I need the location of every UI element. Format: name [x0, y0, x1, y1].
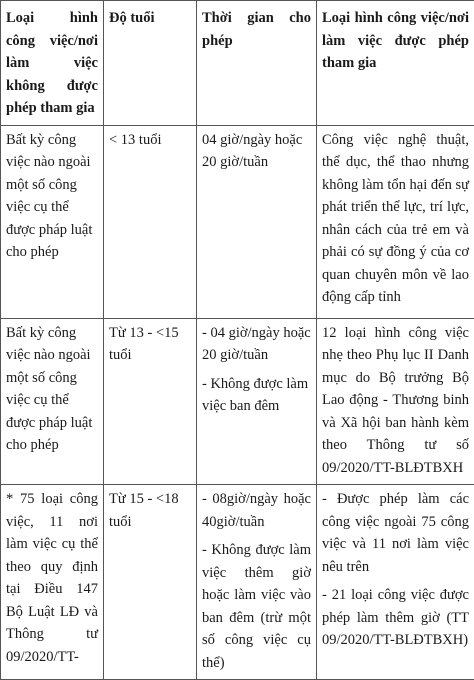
- table-row: [1, 485, 474, 680]
- time-item: - 08giờ/ngày hoặc 40giờ/tuần: [202, 488, 311, 533]
- cell-allowed: [317, 318, 474, 485]
- time-item: - Không được làm việc thêm giờ hoặc làm việc vào ban đêm (trừ một số công việc cụ thể): [202, 539, 311, 674]
- table-row: [1, 125, 474, 318]
- time-item: 04 giờ/ngày hoặc 20 giờ/tuần: [202, 129, 311, 174]
- allowed-item: - 21 loại công việc được phép làm thêm giờ (TT 09/2020/TT-BLĐTBXH): [322, 584, 469, 652]
- cell-time: [197, 485, 317, 680]
- time-item: - Không được làm việc ban đêm: [202, 373, 311, 418]
- cell-allowed: [317, 485, 474, 680]
- allowed-item: 12 loại hình công việc nhẹ theo Phụ lục II Danh mục do Bộ trưởng Bộ Lao động - Thương binh và Xã hội ban hành kèm theo Thông tư số 09/2020/TT-BLĐTBXH: [322, 322, 469, 480]
- allowed-item: - Được phép làm các công việc ngoài 75 công việc và 11 nơi làm việc nêu trên: [322, 488, 469, 578]
- header-allowed: Loại hình công việc/nơi làm việc được phép tham gia: [317, 1, 474, 126]
- cell-age: Từ 15 - <18 tuổi: [104, 485, 197, 680]
- cell-age: < 13 tuổi: [104, 125, 197, 318]
- cell-forbidden: Bất kỳ công việc nào ngoài một số công việc cụ thể được pháp luật cho phép: [1, 318, 104, 485]
- cell-time: [197, 125, 317, 318]
- time-item: - 04 giờ/ngày hoặc 20 giờ/tuần: [202, 322, 311, 367]
- header-time: Thời gian cho phép: [197, 1, 317, 126]
- cell-time: [197, 318, 317, 485]
- header-forbidden: Loại hình công việc/nơi làm việc không được phép tham gia: [1, 1, 104, 126]
- cell-forbidden: * 75 loại công việc, 11 nơi làm việc cụ thể theo quy định tại Điều 147 Bộ Luật LĐ và Thông tư 09/2020/TT-: [1, 485, 104, 680]
- table-row: [1, 318, 474, 485]
- header-age: Độ tuổi: [104, 1, 197, 126]
- cell-allowed: [317, 125, 474, 318]
- header-row: [1, 1, 474, 126]
- cell-age: Từ 13 - <15 tuổi: [104, 318, 197, 485]
- allowed-item: Công việc nghệ thuật, thể dục, thể thao nhưng không làm tổn hại đến sự phát triển thể lực, trí lực, nhân cách của trẻ em và phải có sự đồng ý của cơ quan chuyên môn về lao động cấp tỉnh: [322, 129, 469, 309]
- cell-forbidden: Bất kỳ công việc nào ngoài một số công việc cụ thể được pháp luật cho phép: [1, 125, 104, 318]
